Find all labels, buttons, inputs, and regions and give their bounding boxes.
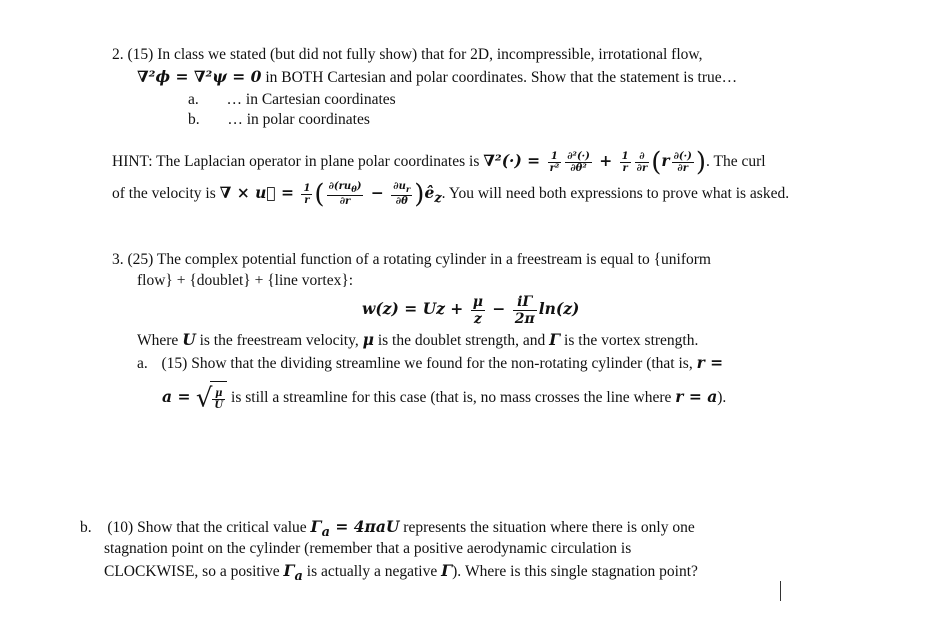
part-3a-line-2: a = √ $\frac{\mu}{U}$ is still a streamline for this case (that is, no mass crosses the line where r = a). [162,380,726,416]
part-2a [188,90,396,110]
hint-line-1: HINT: The Laplacian operator in plane polar coordinates is ∇²(·) = $\frac{1}{\text{r²}}$ $\frac{\text{∂²(·)}}{\text{∂θ²}}$ + $\frac{1}{r}$ $\frac{\partial}{\partial r}$ (r $\frac{\partial(\cdot)}{\partial r}$ ). The curl [112,147,766,178]
frac-d-dr-dot: $\frac{\partial(\cdot)}{\partial r}$ [673,150,692,174]
hint-lead: HINT: The Laplacian operator in plane polar coordinates is [112,153,484,170]
eq-ln: ln(z) [538,299,580,319]
frac-d2-dtheta2: $\frac{\text{∂²(·)}}{\text{∂θ²}}$ [567,150,590,174]
frac-igamma-2pi: $\frac{i\Gamma}{2\pi}$ [514,294,535,327]
frac-du-r-dtheta: $\frac{\partial u_r}{\partial\theta}$ [393,181,411,208]
frac-1-r-curl: $\frac{1}{r}$ [303,182,311,206]
problem-3-line-2: flow} + {doublet} + {line vortex}: [137,272,354,289]
part-3b-line-3: CLOCKWISE, so a positive $\Gamma_a$ is actually a negative Γ). Where is this single stagnation point? [104,561,698,585]
part-2b [188,110,370,130]
minus-sign: − [365,183,390,202]
part-3b-line-2: stagnation point on the cylinder (remember that a positive aerodynamic circulation is [104,540,632,557]
sqrt-mu-over-u: √ $\frac{\mu}{U}$ [196,381,227,416]
plus-sign: + [593,151,618,170]
part-3a-line-1: a. (15) Show that the dividing streamline we found for the non-rotating cylinder (that is, r = [137,353,724,372]
curl-lead: of the velocity is [112,185,220,202]
text-cursor [780,581,781,601]
inner-r: r [661,151,670,170]
hint-curl-tail: . The curl [706,153,766,170]
frac-mu-z: $\frac{\mu}{z}$ [472,294,483,327]
frac-1-r: $\frac{1}{r}$ [621,150,629,174]
problem-3-line-1: 3. (25) The complex potential function of a rotating cylinder in a freestream is equal to {uniform [112,251,711,268]
problem-2-line-2-text: in BOTH Cartesian and polar coordinates. Show that the statement is true… [261,69,738,86]
hint-line-2: of the velocity is ∇ × u⃗ = $\frac{1}{r}$ ( $\frac{\partial(ru_\theta)}{\partial r}$ − $\frac{\partial u_r}{\partial\theta}$ )$ê_z$. You will need both expressions to prove what is asked. [112,179,790,210]
problem-2-line-2 [137,67,737,88]
part-2a-text: … in Cartesian coordinates [226,91,396,108]
part-2b-marker: b. [188,111,200,128]
frac-d-ru-theta-dr: $\frac{\partial(ru_\theta)}{\partial r}$ [328,181,362,208]
eq-lhs: w(z) = Uz + [362,299,469,319]
curl-tail: . You will need both expressions to prove what is asked. [441,185,790,202]
eq-minus: − [486,299,511,319]
problem-2-line-1: 2. (15) In class we stated (but did not fully show) that for 2D, incompressible, irrotational flow, [112,46,703,63]
frac-d-dr: $\frac{\partial}{\partial r}$ [636,150,648,174]
part-3b-marker: b. [80,519,92,536]
laplacian-lhs: ∇²(·) = [483,151,546,170]
curl-lhs: ∇ × u⃗ = [219,183,300,202]
part-3a-marker: a. [137,355,148,372]
part-2a-marker: a. [188,91,199,108]
part-2b-text: … in polar coordinates [227,111,370,128]
part-3b-line-1: b. (10) Show that the critical value $\Gamma_a = 4\pi aU$ represents the situation where there is only one [80,517,695,541]
laplace-equation: ∇²ϕ = ∇²ψ = 0 [137,67,262,86]
frac-1-r2: $\frac{1}{\text{r²}}$ [549,150,560,174]
unit-vector-ez: $ê_z$ [424,183,442,207]
where-line: Where U is the freestream velocity, μ is the doublet strength, and Γ is the vortex strength. [137,330,699,349]
complex-potential-equation [362,294,579,327]
a-lhs: a = [162,387,196,406]
